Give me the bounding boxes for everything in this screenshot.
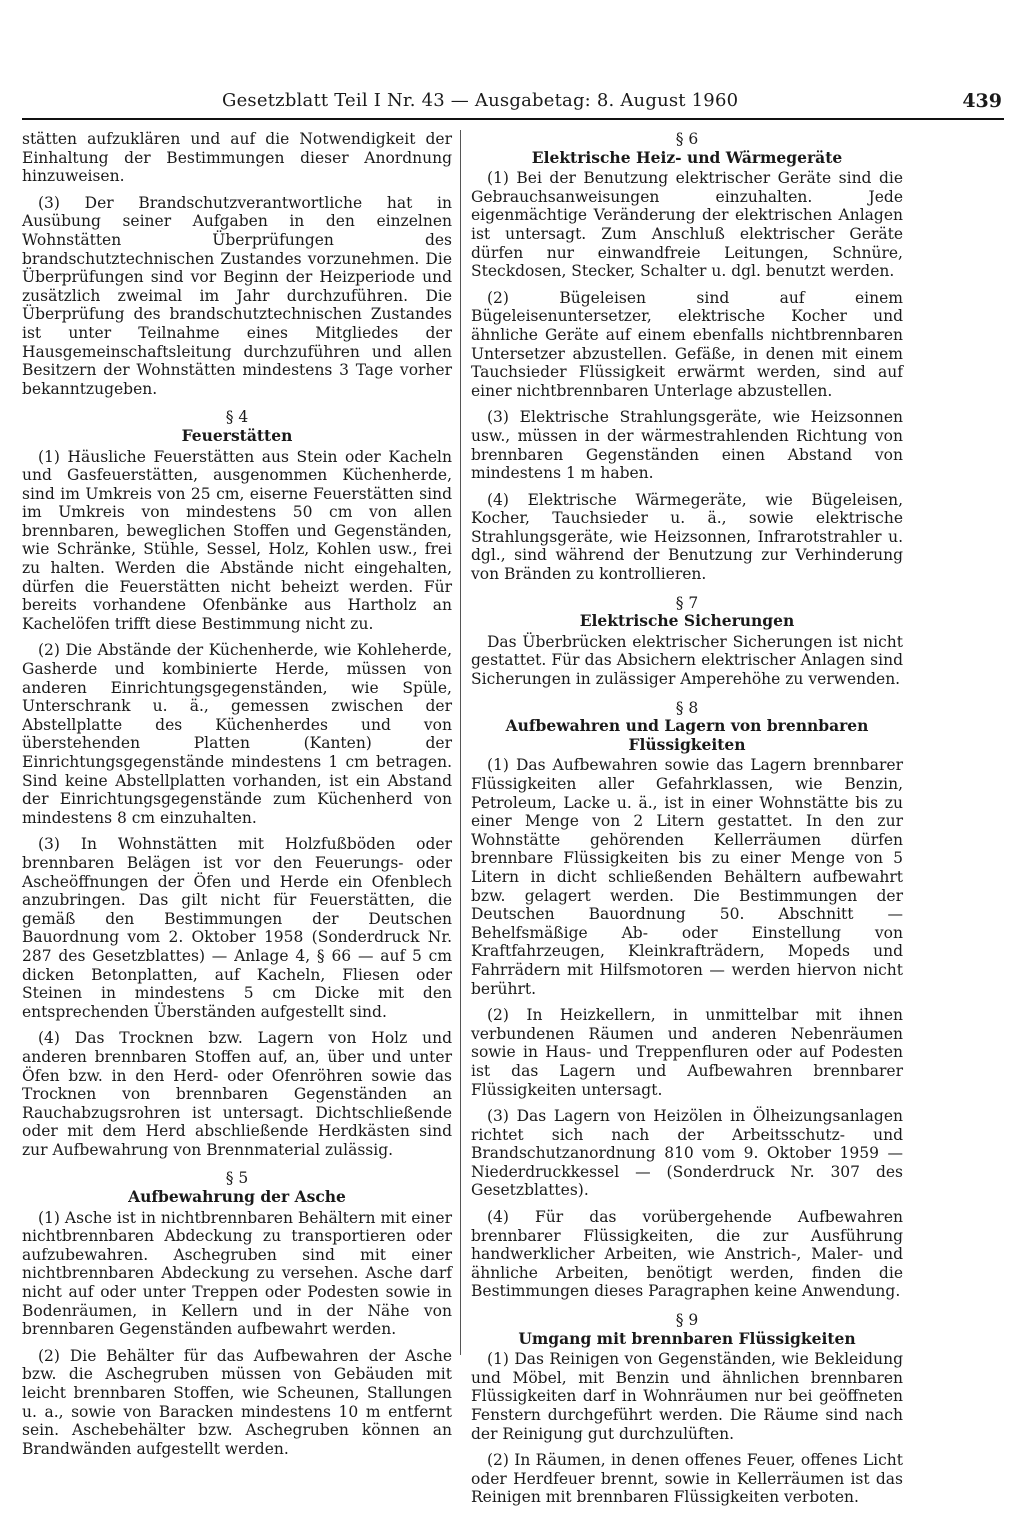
- paragraph: (2) In Räumen, in denen offenes Feuer, offenes Licht oder Herdfeuer brennt, sowie in Kellerräumen ist das Reinigen mit brennbaren Flüssigkeiten verboten.: [471, 1451, 903, 1507]
- paragraph: (1) Bei der Benutzung elektrischer Geräte sind die Gebrauchsanweisungen einzuhalten. Jede eigenmächtige Veränderung der elektrischen Anlagen ist untersagt. Zum Anschluß elektrischer Geräte dürfen nur einwandfreie Leitungen, Schnüre, Steckdosen, Stecker, Schalter u. dgl. benutzt werden.: [471, 169, 903, 281]
- section-number: § 7: [675, 593, 699, 612]
- section-number: § 5: [225, 1169, 249, 1188]
- page-number: 439: [962, 90, 1002, 112]
- section-number: § 4: [225, 408, 249, 427]
- paragraph: (3) Elektrische Strahlungsgeräte, wie Heizsonnen usw., müssen in der wärmestrahlenden Richtung von brennbaren Gegenständen einen Abstand von mindestens 1 m haben.: [471, 408, 903, 483]
- paragraph: (2) Die Behälter für das Aufbewahren der Asche bzw. die Aschegruben müssen von Gebäuden mit leicht brennbaren Stoffen, wie Scheunen, Stallungen u. a., sowie von Baracken mindestens 10 m entfernt sein. Aschebehälter bzw. Aschegruben können an Brandwänden aufgestellt werden.: [22, 1346, 452, 1458]
- paragraph: (3) In Wohnstätten mit Holzfußböden oder brennbaren Belägen ist vor den Feuerungs- oder Ascheöffnungen der Öfen und Herde ein Ofenblech anzubringen. Das gilt nicht für Feuerstätten, die gemäß den Bestimmungen der Deutschen Bauordnung vom 2. Oktober 1958 (Sonderdruck Nr. 287 des Gesetzblattes) — Anlage 4, § 66 — auf 5 cm dicken Betonplatten, auf Kacheln, Fliesen oder Steinen in mindestens 5 cm Dicke mit den entsprechenden Überständen aufgestellt sind.: [22, 835, 452, 1021]
- paragraph: (4) Für das vorübergehende Aufbewahren brennbarer Flüssigkeiten, die zur Ausführung handwerklicher Arbeiten, wie Anstrich-, Maler- und ähnliche Arbeiten, benötigt werden, finden die Bestimmungen dieses Paragraphen keine Anwendung.: [471, 1208, 903, 1301]
- section-title: Elektrische Sicherungen: [579, 611, 795, 631]
- section-number: § 8: [675, 698, 699, 717]
- section-title: Aufbewahrung der Asche: [128, 1187, 346, 1207]
- paragraph: (4) Elektrische Wärmegeräte, wie Bügeleisen, Kocher, Tauchsieder u. ä., sowie elektrische Strahlungsgeräte, wie Heizsonnen, Infrarotstrahler u. dgl., sind während der Benutzung zur Verhinderung von Bränden zu kontrollieren.: [471, 490, 903, 584]
- section-number: § 6: [675, 130, 699, 148]
- paragraph-continued: stätten aufzuklären und auf die Notwendigkeit der Einhaltung der Bestimmungen dieser Anordnung hinzuweisen.: [22, 130, 452, 186]
- section-title: Elektrische Heiz- und Wärmegeräte: [531, 147, 843, 167]
- paragraph: (3) Der Brandschutzverantwortliche hat in Ausübung seiner Aufgaben in den einzelnen Wohnstätten Überprüfungen des brandschutztechnischen Zustandes vorzunehmen. Die Überprüfungen sind vor Beginn der Heizperiode und zusätzlich zweimal im Jahr durchzuführen. Die Überprüfung des brandschutztechnischen Zustandes ist unter Teilnahme eines Mitgliedes der Hausgemeinschaftsleitung durchzuführen und allen Besitzern der Wohnstätten mindestens 3 Tage vorher bekanntzugeben.: [22, 193, 452, 398]
- paragraph: (1) Häusliche Feuerstätten aus Stein oder Kacheln und Gasfeuerstätten, ausgenommen Küchenherde, sind im Umkreis von 25 cm, eiserne Feuerstätten sind im Umkreis von mindestens 50 cm von allen brennbaren, beweglichen Stoffen und Gegenständen, wie Schränke, Stühle, Sessel, Holz, Kohlen usw., frei zu halten. Werden die Abstände nicht eingehalten, dürfen die Feuerstätten nicht beheizt werden. Für bereits vorhandene Ofenbänke aus Hartholz an Kachelöfen trifft diese Bestimmung nicht zu.: [22, 447, 452, 633]
- column-divider: [460, 130, 461, 1355]
- right-column: [471, 130, 903, 1515]
- section-title: Feuerstätten: [181, 425, 293, 445]
- section-title: Umgang mit brennbaren Flüssigkeiten: [518, 1328, 856, 1348]
- section-number: § 9: [675, 1311, 699, 1330]
- paragraph: (3) Das Lagern von Heizölen in Ölheizungsanlagen richtet sich nach der Arbeitsschutz- und Brandschutzanordnung 810 vom 9. Oktober 1959 — Niederdruckkessel — (Sonderdruck Nr. 307 des Gesetzblattes).: [471, 1107, 903, 1200]
- paragraph: (1) Das Reinigen von Gegenständen, wie Bekleidung und Möbel, mit Benzin und ähnlichen brennbaren Flüssigkeiten darf in Wohnräumen nur bei geöffneten Fenstern durchgeführt werden. Die Räume sind nach der Reinigung gut durchzulüften.: [471, 1350, 903, 1443]
- paragraph: (1) Asche ist in nichtbrennbaren Behältern mit einer nichtbrennbaren Abdeckung zu transportieren oder aufzubewahren. Aschegruben sind mit einer nichtbrennbaren Abdeckung zu versehen. Asche darf nicht auf oder unter Treppen oder Podesten sowie in Bodenräumen, in Kellern und in der Nähe von brennbaren Gegenständen aufbewahrt werden.: [22, 1208, 452, 1339]
- paragraph: (2) Die Abstände der Küchenherde, wie Kohleherde, Gasherde und kombinierte Herde, müssen von anderen Einrichtungsgegenständen, wie Spüle, Unterschrank u. ä., gemessen zwischen der Abstellplatte des Küchenherdes und von überstehenden Platten (Kanten) der Einrichtungsgegenstände mindestens 1 cm betragen. Sind keine Abstellplatten vorhanden, ist ein Abstand der Einrichtungsgegenstände zum Küchenherd von mindestens 8 cm einzuhalten.: [22, 641, 452, 827]
- paragraph: (4) Das Trocknen bzw. Lagern von Holz und anderen brennbaren Stoffen auf, an, über und unter Öfen bzw. in den Herd- oder Ofenröhren sowie das Trocknen von brennbaren Gegenständen an Rauchabzugsrohren ist untersagt. Dichtschließende oder mit dem Herd abschließende Herdkästen sind zur Aufbewahrung von Brennmaterial zulässig.: [22, 1029, 452, 1159]
- paragraph: (1) Das Aufbewahren sowie das Lagern brennbarer Flüssigkeiten aller Gefahrklassen, wie Benzin, Petroleum, Lacke u. ä., ist in einer Wohnstätte bis zu einer Menge von 2 Litern gestattet. In den zur Wohnstätte gehörenden Kellerräumen dürfen brennbare Flüssigkeiten bis zu einer Menge von 5 Litern in dicht schließenden Behältern aufbewahrt bzw. gelagert werden. Die Bestimmungen der Deutschen Bauordnung 50. Abschnitt — Behelfsmäßige Ab- oder Einstellung von Kraftfahrzeugen, Kleinkrafträdern, Mopeds und Fahrrädern mit Hilfsmotoren — werden hiervon nicht berührt.: [471, 756, 903, 998]
- paragraph: Das Überbrücken elektrischer Sicherungen ist nicht gestattet. Für das Absichern elektrischer Anlagen sind Sicherungen in zulässiger Amperehöhe zu verwenden.: [471, 632, 903, 689]
- paragraph: (2) In Heizkellern, in unmittelbar mit ihnen verbundenen Räumen und anderen Nebenräumen sowie in Haus- und Treppenfluren oder auf Podesten ist das Lagern und Aufbewahren brennbarer Flüssigkeiten untersagt.: [471, 1006, 903, 1099]
- paragraph: (2) Bügeleisen sind auf einem Bügeleisenuntersetzer, elektrische Kocher und ähnliche Geräte auf einem ebenfalls nichtbrennbaren Untersetzer abzustellen. Gefäße, in denen mit einem Tauchsieder Flüssigkeit erwärmt werden, sind auf einer nichtbrennbaren Unterlage abzustellen.: [471, 288, 903, 400]
- left-column: [22, 130, 452, 1466]
- page-header: [22, 90, 1004, 120]
- section-title: Aufbewahren und Lagern von brennbaren Flüssigkeiten: [505, 716, 869, 754]
- header-title: Gesetzblatt Teil I Nr. 43 — Ausgabetag: 8. August 1960: [222, 90, 739, 111]
